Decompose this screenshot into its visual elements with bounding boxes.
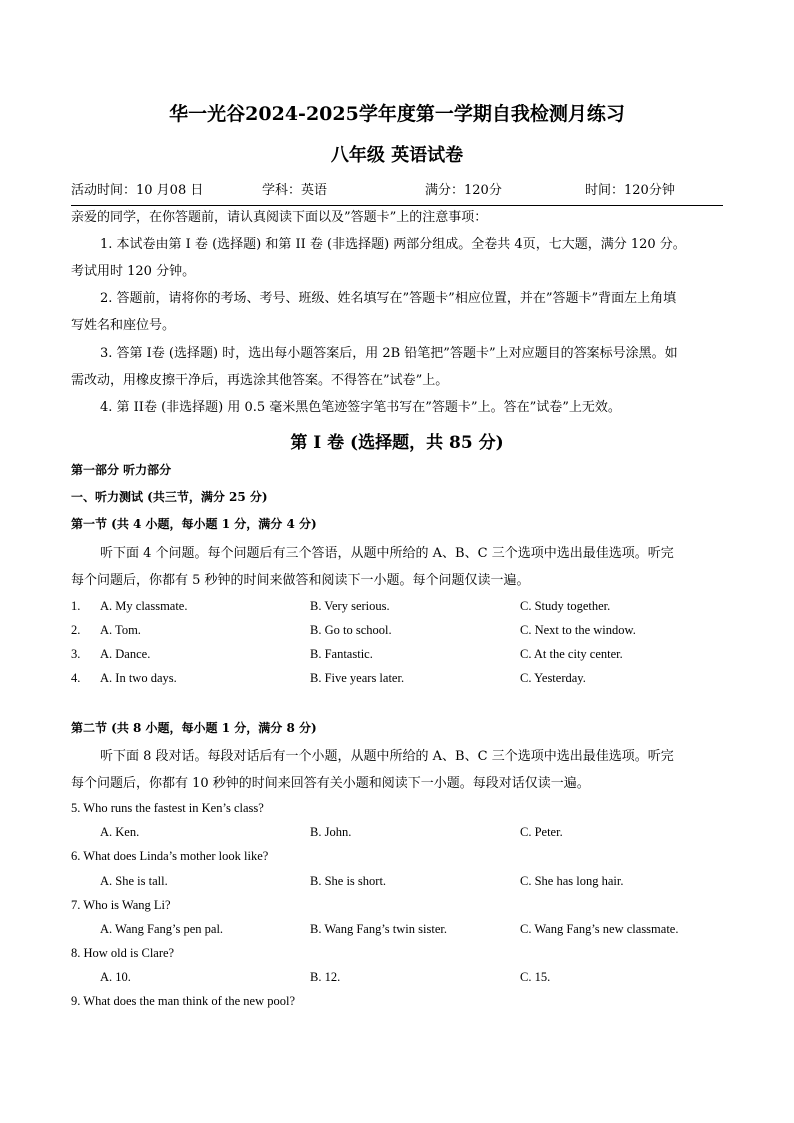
exam-subject: 学科：英语 <box>262 183 328 198</box>
exam-title: 华一光谷2024-2025学年度第一学期自我检测月练习 <box>169 103 625 125</box>
option-c: C. She has long hair. <box>520 874 624 888</box>
option-b: B. Wang Fang’s twin sister. <box>310 922 447 936</box>
option-a: A. Tom. <box>100 623 141 637</box>
section2-heading: 第二节 (共 8 小题，每小题 1 分，满分 8 分) <box>71 721 317 735</box>
option-b: B. Very serious. <box>310 599 390 613</box>
exam-date: 活动时间：10 月08 日 <box>71 183 204 198</box>
exam-score: 满分：120分 <box>425 183 502 198</box>
option-b: B. 12. <box>310 970 341 984</box>
option-a: A. Dance. <box>100 647 151 661</box>
section2-instructions-cont: 每个问题后，你都有 10 秒钟的时间来回答有关小题和阅读下一小题。每段对话仅读一遍。 <box>71 776 590 791</box>
exam-time: 时间：120分钟 <box>585 183 675 198</box>
option-b: B. She is short. <box>310 874 387 888</box>
option-c: C. Wang Fang’s new classmate. <box>520 922 679 936</box>
volume1-heading: 第 I 卷 (选择题，共 85 分) <box>290 433 504 453</box>
question-stem: 6. What does Linda’s mother look like? <box>71 849 269 863</box>
option-c: C. Next to the window. <box>520 623 636 637</box>
question-stem: 7. Who is Wang Li? <box>71 898 171 912</box>
option-b: B. John. <box>310 825 352 839</box>
notice-item-3-cont: 需改动，用橡皮擦干净后，再选涂其他答案。不得答在”试卷”上。 <box>71 373 449 388</box>
question-number: 2. <box>71 623 81 637</box>
question-stem: 9. What does the man think of the new pool? <box>71 994 296 1008</box>
question-number: 1. <box>71 599 81 613</box>
listening-heading: 一、听力测试 (共三节，满分 25 分) <box>71 490 268 504</box>
notice-item-3: 3. 答第 I卷 (选择题) 时，选出每小题答案后，用 2B 铅笔把”答题卡”上对应题目的答案标号涂黑。如 <box>100 346 678 361</box>
notice-intro: 亲爱的同学，在你答题前，请认真阅读下面以及”答题卡”上的注意事项： <box>71 210 488 225</box>
question-stem: 8. How old is Clare? <box>71 946 175 960</box>
option-b: B. Go to school. <box>310 623 392 637</box>
option-a: A. She is tall. <box>100 874 168 888</box>
section1-heading: 第一节 (共 4 小题，每小题 1 分，满分 4 分) <box>71 517 317 531</box>
notice-item-4: 4. 第 II卷 (非选择题) 用 0.5 毫米黑色笔迹签字笔书写在”答题卡”上。答在”试卷”上无效。 <box>100 400 621 415</box>
notice-item-2: 2. 答题前，请将你的考场、考号、班级、姓名填写在”答题卡”相应位置，并在”答题卡”背面左上角填 <box>100 291 677 306</box>
notice-item-1-cont: 考试用时 120 分钟。 <box>71 264 196 279</box>
section2-instructions: 听下面 8 段对话。每段对话后有一个小题，从题中所给的 A、B、C 三个选项中选出最佳选项。听完 <box>100 749 674 764</box>
option-c: C. At the city center. <box>520 647 623 661</box>
option-a: A. 10. <box>100 970 131 984</box>
option-a: A. My classmate. <box>100 599 188 613</box>
option-a: A. Wang Fang’s pen pal. <box>100 922 224 936</box>
option-b: B. Fantastic. <box>310 647 373 661</box>
section1-instructions-cont: 每个问题后，你都有 5 秒钟的时间来做答和阅读下一小题。每个问题仅读一遍。 <box>71 573 530 588</box>
question-number: 3. <box>71 647 81 661</box>
option-a: A. Ken. <box>100 825 140 839</box>
notice-item-2-cont: 写姓名和座位号。 <box>71 318 176 333</box>
notice-item-1: 1. 本试卷由第 I 卷 (选择题) 和第 II 卷 (非选择题) 两部分组成。全卷共 4页，七大题，满分 120 分。 <box>100 237 686 252</box>
question-stem: 5. Who runs the fastest in Ken’s class? <box>71 801 264 815</box>
option-c: C. Study together. <box>520 599 611 613</box>
option-c: C. 15. <box>520 970 551 984</box>
exam-subtitle: 八年级 英语试卷 <box>330 145 464 166</box>
section1-instructions: 听下面 4 个问题。每个问题后有三个答语，从题中所给的 A、B、C 三个选项中选出最佳选项。听完 <box>100 546 674 561</box>
question-number: 4. <box>71 671 81 685</box>
option-c: C. Yesterday. <box>520 671 586 685</box>
option-c: C. Peter. <box>520 825 563 839</box>
option-a: A. In two days. <box>100 671 177 685</box>
option-b: B. Five years later. <box>310 671 405 685</box>
part1-heading: 第一部分 听力部分 <box>71 463 172 477</box>
